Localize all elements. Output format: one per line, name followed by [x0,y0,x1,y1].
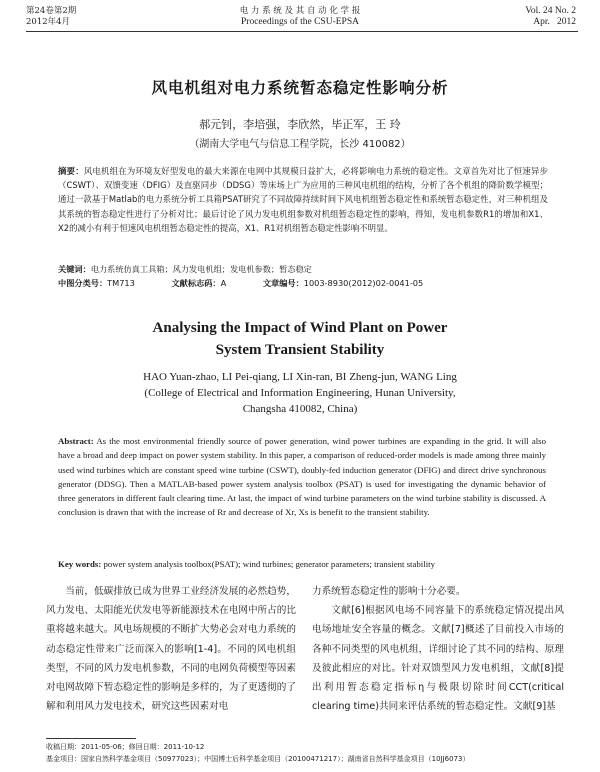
keywords-cn-text: 电力系统仿真工具箱；风力发电机组；发电机参数；暂态稳定 [90,264,312,274]
body-right-para2: 文献[6]根据风电场不同容量下的系统稳定情况提出风电场地址安全容量的概念。文献[7]概述了目前投入市场的各种不同类型的风电机组，详细讨论了其不同的结构、原理及彼此相应的对比。针对双馈型风力发电机组，文献[8]提出利用暂态稳定指标η与极限切除时间CCT(critical clearing time)共同来评估系统的暂态稳定性。文献[9]基 [312,605,564,713]
journal-date: 2012年4月 [26,17,71,27]
journal-issue: 第24卷第2期 [26,6,77,16]
journal-name-en: Proceedings of the CSU-EPSA [241,17,359,27]
journal-name-cn: 电 力 系 统 及 其 自 动 化 学 报 [239,6,361,16]
keywords-en [58,557,546,571]
body-left-column: 当前，低碳排放已成为世界工业经济发展的必然趋势，风力发电、太阳能光伏发电等新能源技术在电网中所占的比重将越来越大。风电场规模的不断扩大势必会对电力系统的动态稳定性带来广泛而深入的影响[1-4]。不同的风电机组类型，不同的风力发电机参数，不同的电网负荷模型等因素对电网故障下暂态稳定性的影响是多样的，为了更透彻的了解和利用风力发电技术，研究这些因素对电 [46,586,296,713]
keywords-cn-label: 关键词： [58,264,91,274]
authors-cn: 郝元钊，李培强，李欣然，毕正军，王 玲 [199,118,401,131]
body-right-para1: 力系统暂态稳定性的影响十分必要。 [312,586,466,597]
issue-month: Apr. 2012 [533,17,576,27]
affiliation-en-line1: (College of Electrical and Information Engineering, Hunan University, [144,387,456,399]
header-rule [26,31,578,32]
article-id-value: 1003-8930(2012)02-0041-05 [303,278,424,288]
clc-label: 中图分类号： [58,278,108,288]
affiliation-cn: （湖南大学电气与信息工程学院，长沙 410082） [189,139,411,150]
abstract-en [58,434,546,520]
abstract-cn-label: 摘要： [58,166,84,176]
footnote-received: 收稿日期：2011-05-06；修回日期：2011-10-12 [46,743,205,751]
abstract-cn [58,164,548,235]
doc-code-value: A [220,278,227,288]
keywords-en-label: Key words: [58,559,102,569]
authors-en: HAO Yuan-zhao, LI Pei-qiang, LI Xin-ran, BI Zheng-jun, WANG Ling [143,371,457,383]
article-id-label: 文章编号： [262,278,304,288]
paper-title-en-line1: Analysing the Impact of Wind Plant on Power [152,320,448,336]
keywords-cn [58,264,312,275]
paper-title-cn: 风电机组对电力系统暂态稳定性影响分析 [151,79,449,97]
abstract-en-text: As the most environmental friendly source of power generation, wind power turbines are expanding in the grid. It will also have a broad and deep impact on power system stability. In this paper, a comparison of reduced-order models is made among three mainly used wind turbines which are constant speed wine turbine (CSWT), doubly-fed induction generator (DFIG) and direct drive synchronous generator (DDSG). Then a MATLAB-based power system analysis toolbox (PSAT) is used for investigating the dynamic behavior of three generators in different fault clearing time. At last, the impact of wind turbine parameters on the wind turbine stability is discussed. A conclusion is drawn that with the increase of Rr and decrease of Xr, Xs is benefit to the transient stability. [58,436,546,518]
footnote [46,742,566,765]
affiliation-en-line2: Changsha 410082, China) [242,403,358,415]
doc-code-label: 文献标志码： [171,278,221,288]
keywords-en-text: power system analysis toolbox(PSAT); wind turbines; generator parameters; transient stability [103,559,435,569]
classification-cn [58,278,423,289]
abstract-cn-text: 风电机组在为环境友好型发电的最大来源在电网中其规模日益扩大，必将影响电力系统的稳定性。文章首先对比了恒速异步（CSWT）、双馈变速（DFIG）及直驱同步（DDSG）等床场上广为应用的三种风电机组的结构，分析了各个机组的降阶数学模型；通过一款基于Matlab的电力系统分析工具箱PSAT研究了不同故障持续时间下风电机组暂态稳定性和系统暂态稳定性，对三种机组及其系统的暂态稳定性进行了分析对比；最后讨论了风力发电机组参数对机组暂态稳定性的影响，得知，发电机参数R1的增加和X1、X2的减小有利于恒速风电机组暂态稳定性的提高，X1、R1对机组暂态稳定性影响不明显。 [58,166,549,233]
volume-number: Vol. 24 No. 2 [525,6,576,16]
footnote-funding: 基金项目：国家自然科学基金项目（50977023）；中国博士后科学基金项目（20100471217）；湖南省自然科学基金项目（10JJ6073） [46,754,470,763]
clc-value: TM713 [107,278,135,288]
body-right-column [312,582,564,716]
footnote-rule [46,738,136,739]
paper-title-en-line2: System Transient Stability [215,342,385,358]
abstract-en-label: Abstract: [58,436,94,446]
